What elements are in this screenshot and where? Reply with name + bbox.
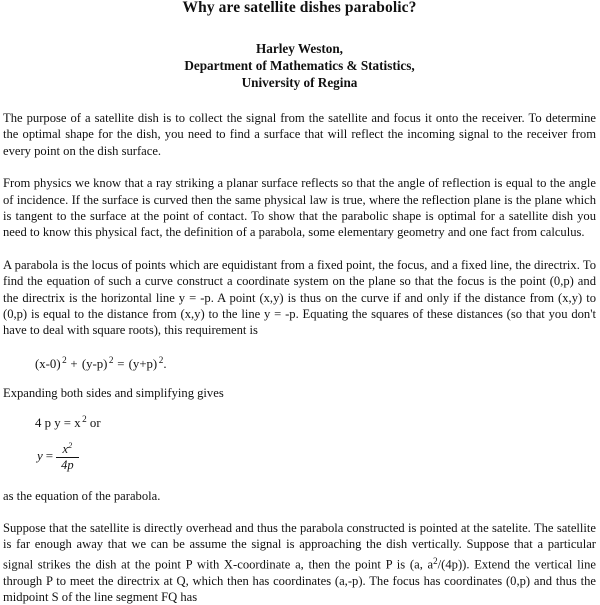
paragraph-expanding: Expanding both sides and simplifying gives [3,385,224,400]
fraction-numerator [57,441,77,457]
spacer [3,373,596,385]
spacer [3,159,596,175]
author-name: Harley Weston, [256,41,343,56]
paragraph-satellite-exponent: 2 [433,555,438,566]
equation-term-1-base: (x-0) [35,356,61,371]
spacer [3,504,596,520]
fraction [56,441,79,471]
spacer [3,401,596,410]
equation-exponent: 2 [82,414,87,425]
paragraph-satellite-part-2: /(4p)). Extend the vertical line through P to meet the directrix at Q, which then has coordinates (a,-p). The focus has coordinates (0,p) and thus the midpoint S of the line segment FQ has [3,557,596,605]
equation-term-2-base: (y-p) [81,356,108,371]
paragraph-satellite-part-1: Suppose that the satellite is directly overhead and thus the parabola constructed is pointed at the satelite. The satellite is far enough away that we can be assume the signal is approaching the dish vertically. Suppose that a particular signal strikes the dish at the point P with X-coordinate a, then the point P is (a, a [3,520,596,572]
equation-term-3-base: (y+p) [128,356,158,371]
equation-term-3-exponent: 2 [158,354,164,365]
spacer [3,472,596,488]
paragraph-equation-caption: as the equation of the parabola. [3,488,161,503]
fraction-lhs: y [37,448,43,464]
equation-lhs: 4 p y = x [35,416,81,431]
equation-distance-squares [3,351,596,373]
spacer [3,91,596,110]
equation-trailing-or: or [86,416,101,431]
spacer [3,339,596,351]
author-institution: University of Regina [241,75,358,90]
paragraph-physics: From physics we know that a ray striking a planar surface reflects so that the angle of reflection is equal to the angle of incidence. If the surface is curved then the same physical law is true, where the reflection plane is the plane which is tangent to the surface at the point of contact. To show that the parabolic shape is optimal for a satellite dish you need to know this physical fact, the definition of a parabola, some elementary geometry and one fact from calculus. [3,176,596,240]
equation-operator-plus: + [66,356,82,371]
fraction-denominator: 4p [61,458,74,472]
paragraph-purpose: The purpose of a satellite dish is to collect the signal from the satellite and focus it onto the receiver. To determine the optimal shape for the dish, you need to find a surface that will reflect the incoming signal to the receiver from every point on the dish surface. [3,111,596,158]
author-department: Department of Mathematics & Statistics, [184,58,415,73]
paragraph-parabola-definition: A parabola is the locus of points which are equidistant from a fixed point, the focus, and a fixed line, the directrix. To find the equation of such a curve construct a coordinate system on the plane so that the focus is the point (0,p) and the directrix is the horizontal line y = -p. A point (x,y) is thus on the curve if and only if the distance from (x,y) to (0,p) is equal to the distance from (x,y) to the line y = -p. Equating the squares of these distances (so that you don't have to deal with square roots), this requirement is [3,257,596,338]
equation-term-2-exponent: 2 [108,354,114,365]
equation-operator-equals: = [113,356,129,371]
equation-term-1-exponent: 2 [62,354,67,365]
fraction-equals-sign: = [45,448,54,464]
author-block [3,16,596,91]
fraction-numerator-base: x [62,442,69,457]
spacer [3,241,596,257]
equation-parabola-fraction [3,441,596,471]
page-title: Why are satellite dishes parabolic? [182,0,417,16]
equation-four-p-y [3,410,596,432]
paragraph-satellite-overhead [3,520,596,605]
spacer [3,432,596,441]
equation-period: . [163,356,167,371]
fraction-numerator-exponent: 2 [68,440,73,451]
